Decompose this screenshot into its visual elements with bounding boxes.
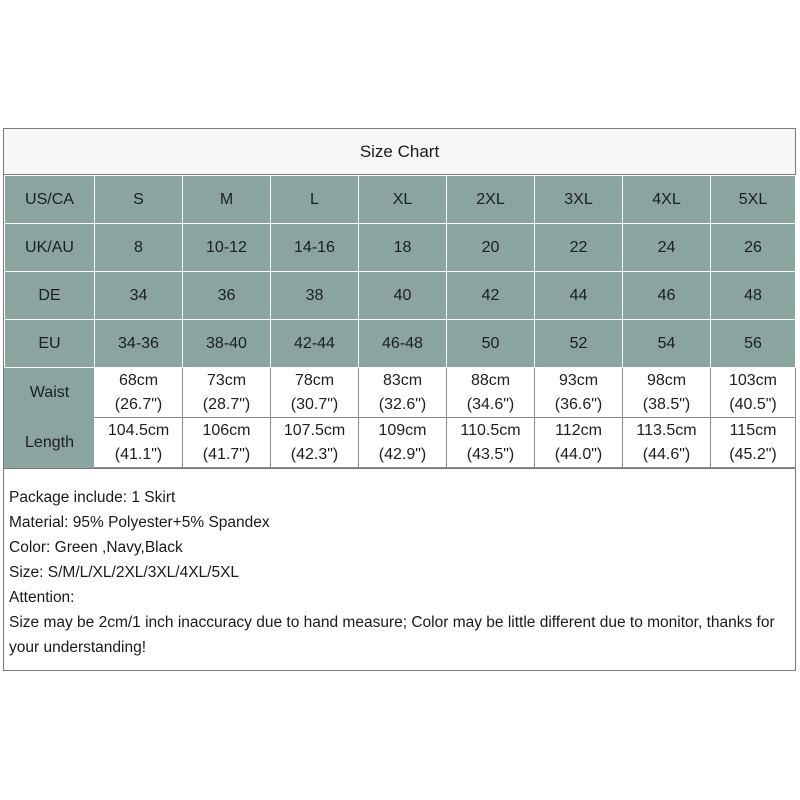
note-line: Attention:: [9, 589, 75, 606]
table-cell: 48: [711, 272, 796, 320]
table-cell: 10-12: [183, 224, 271, 272]
inch-value: (40.5"): [729, 395, 777, 413]
table-cell: 34-36: [95, 320, 183, 368]
table-cell: 52: [535, 320, 623, 368]
size-chart: [3, 128, 796, 671]
table-cell: XL: [359, 176, 447, 224]
cm-value: 98cm: [646, 371, 687, 389]
size-row-de: [5, 272, 796, 320]
cm-value: 115cm: [729, 421, 777, 439]
table-cell: 44: [535, 272, 623, 320]
inch-value: (41.1"): [114, 445, 163, 463]
cm-value: 88cm: [470, 371, 511, 389]
table-cell: 4XL: [623, 176, 711, 224]
size-chart-title: Size Chart: [4, 129, 795, 175]
cm-value: 113.5cm: [636, 421, 697, 439]
table-cell: [711, 368, 796, 418]
table-cell: 54: [623, 320, 711, 368]
table-cell: 42: [447, 272, 535, 320]
inch-value: (45.2"): [729, 445, 777, 463]
table-cell: L: [271, 176, 359, 224]
table-cell: [623, 368, 711, 418]
table-cell: [271, 418, 359, 468]
table-cell: 22: [535, 224, 623, 272]
row-label: DE: [5, 272, 95, 320]
cm-value: 83cm: [382, 371, 423, 389]
note-line: Material: 95% Polyester+5% Spandex: [9, 514, 270, 531]
cm-value: 103cm: [728, 371, 778, 389]
note-line: Color: Green ,Navy,Black: [9, 539, 183, 556]
table-cell: [623, 418, 711, 468]
cm-value: 110.5cm: [460, 421, 521, 439]
table-cell: [95, 368, 183, 418]
table-cell: 3XL: [535, 176, 623, 224]
table-cell: 8: [95, 224, 183, 272]
product-notes: [4, 468, 795, 672]
table-cell: [95, 418, 183, 468]
note-line: Size: S/M/L/XL/2XL/3XL/4XL/5XL: [9, 564, 240, 581]
note-line: Size may be 2cm/1 inch inaccuracy due to hand measure; Color may be little different due to monitor, thanks for your understanding!: [9, 614, 775, 656]
inch-value: (26.7"): [114, 395, 163, 413]
size-row-uk-au: [5, 224, 796, 272]
table-cell: [183, 418, 271, 468]
measure-row-waist: [5, 368, 796, 418]
cm-value: 109cm: [378, 421, 427, 439]
table-cell: 38: [271, 272, 359, 320]
table-cell: 5XL: [711, 176, 796, 224]
inch-value: (44.0"): [554, 445, 603, 463]
table-cell: 50: [447, 320, 535, 368]
table-cell: 56: [711, 320, 796, 368]
inch-value: (36.6"): [554, 395, 603, 413]
table-cell: 14-16: [271, 224, 359, 272]
row-label: Waist: [5, 368, 95, 418]
table-cell: 38-40: [183, 320, 271, 368]
table-cell: 42-44: [271, 320, 359, 368]
table-cell: [447, 418, 535, 468]
table-cell: 24: [623, 224, 711, 272]
inch-value: (28.7"): [202, 395, 251, 413]
table-cell: [535, 368, 623, 418]
inch-value: (41.7"): [202, 445, 251, 463]
size-table: [4, 175, 796, 468]
cm-value: 106cm: [202, 421, 251, 439]
table-cell: 46: [623, 272, 711, 320]
note-line: Package include: 1 Skirt: [9, 489, 176, 506]
table-cell: 18: [359, 224, 447, 272]
table-cell: [711, 418, 796, 468]
row-label: Length: [5, 418, 95, 468]
cm-value: 93cm: [558, 371, 599, 389]
measure-row-length: [5, 418, 796, 468]
table-cell: 2XL: [447, 176, 535, 224]
size-row-eu: [5, 320, 796, 368]
inch-value: (42.9"): [378, 445, 427, 463]
table-cell: [183, 368, 271, 418]
row-label: EU: [5, 320, 95, 368]
table-cell: 20: [447, 224, 535, 272]
table-cell: 40: [359, 272, 447, 320]
table-cell: [447, 368, 535, 418]
row-label: UK/AU: [5, 224, 95, 272]
table-cell: M: [183, 176, 271, 224]
inch-value: (38.5"): [642, 395, 691, 413]
table-cell: [271, 368, 359, 418]
table-cell: 26: [711, 224, 796, 272]
cm-value: 112cm: [555, 421, 602, 439]
table-cell: S: [95, 176, 183, 224]
cm-value: 104.5cm: [107, 421, 170, 439]
table-cell: 34: [95, 272, 183, 320]
table-cell: [535, 418, 623, 468]
table-cell: 46-48: [359, 320, 447, 368]
cm-value: 68cm: [118, 371, 159, 389]
inch-value: (30.7"): [290, 395, 339, 413]
row-label: US/CA: [5, 176, 95, 224]
cm-value: 73cm: [206, 371, 247, 389]
size-row-us-ca: [5, 176, 796, 224]
inch-value: (44.6"): [642, 445, 691, 463]
inch-value: (42.3"): [290, 445, 339, 463]
table-cell: [359, 418, 447, 468]
table-cell: [359, 368, 447, 418]
table-cell: 36: [183, 272, 271, 320]
cm-value: 107.5cm: [283, 421, 346, 439]
inch-value: (32.6"): [378, 395, 427, 413]
cm-value: 78cm: [294, 371, 335, 389]
inch-value: (34.6"): [466, 395, 515, 413]
inch-value: (43.5"): [466, 445, 515, 463]
